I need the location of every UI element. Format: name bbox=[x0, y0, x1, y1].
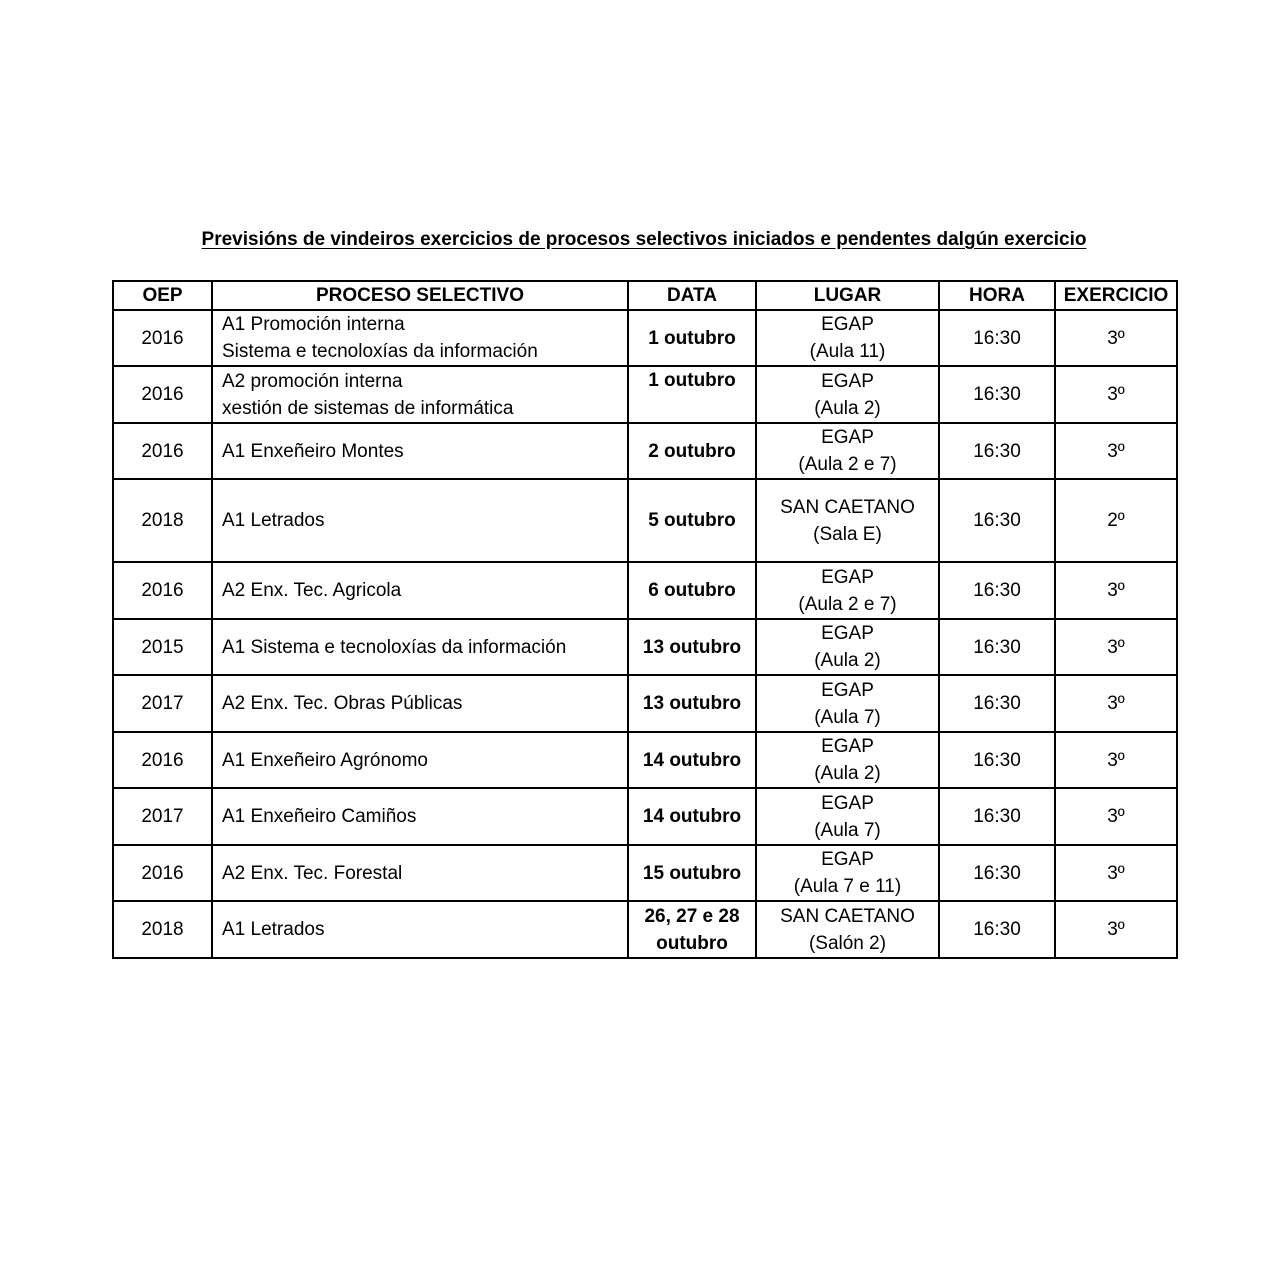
cell-exercicio: 3º bbox=[1055, 845, 1177, 901]
cell-proceso bbox=[212, 788, 628, 845]
cell-lugar-line: (Aula 11) bbox=[809, 341, 886, 362]
cell-proceso bbox=[212, 732, 628, 788]
cell-hora: 16:30 bbox=[939, 366, 1055, 423]
cell-lugar-line: (Aula 2) bbox=[814, 650, 881, 671]
cell-lugar-line: EGAP bbox=[821, 679, 874, 701]
cell-proceso bbox=[212, 366, 628, 423]
table-row bbox=[113, 310, 1177, 366]
cell-hora: 16:30 bbox=[939, 732, 1055, 788]
cell-lugar-line: EGAP bbox=[821, 849, 874, 870]
cell-data bbox=[628, 366, 756, 423]
table-row bbox=[113, 423, 1177, 479]
cell-proceso bbox=[212, 562, 628, 619]
cell-data bbox=[628, 845, 756, 901]
cell-exercicio: 3º bbox=[1055, 366, 1177, 423]
cell-data-line: 15 outubro bbox=[642, 862, 742, 884]
cell-oep: 2017 bbox=[113, 788, 212, 845]
cell-lugar-line: EGAP bbox=[821, 736, 874, 757]
cell-lugar-line: (Aula 2 e 7) bbox=[798, 454, 897, 475]
header-oep: OEP bbox=[113, 281, 212, 310]
cell-lugar bbox=[756, 423, 939, 479]
cell-lugar-line: EGAP bbox=[821, 566, 874, 588]
cell-data bbox=[628, 619, 756, 675]
table-row bbox=[113, 845, 1177, 901]
table-row bbox=[113, 788, 1177, 845]
cell-proceso-line: A1 Enxeñeiro Montes bbox=[222, 440, 404, 462]
cell-data bbox=[628, 310, 756, 366]
cell-data-line: 1 outubro bbox=[648, 370, 736, 391]
cell-hora: 16:30 bbox=[939, 310, 1055, 366]
cell-oep: 2015 bbox=[113, 619, 212, 675]
cell-lugar bbox=[756, 562, 939, 619]
cell-data-line: 2 outubro bbox=[648, 440, 736, 462]
cell-proceso-line: A2 Enx. Tec. Obras Públicas bbox=[222, 693, 463, 714]
cell-oep: 2016 bbox=[113, 366, 212, 423]
table-row bbox=[113, 901, 1177, 958]
table-row bbox=[113, 479, 1177, 562]
cell-data bbox=[628, 788, 756, 845]
header-lugar: LUGAR bbox=[756, 281, 939, 310]
cell-proceso bbox=[212, 845, 628, 901]
table-header-row bbox=[113, 281, 1177, 310]
cell-lugar-line: EGAP bbox=[821, 314, 874, 335]
cell-proceso-line: A2 Enx. Tec. Forestal bbox=[222, 862, 403, 884]
cell-proceso bbox=[212, 423, 628, 479]
cell-data-line: outubro bbox=[656, 932, 728, 954]
cell-data-line: 14 outubro bbox=[642, 749, 742, 771]
cell-hora: 16:30 bbox=[939, 788, 1055, 845]
cell-proceso-line: A1 Promoción interna bbox=[222, 314, 405, 335]
cell-lugar-line: (Sala E) bbox=[813, 523, 882, 545]
cell-oep: 2016 bbox=[113, 562, 212, 619]
cell-proceso-line: A1 Letrados bbox=[222, 919, 325, 940]
cell-data bbox=[628, 732, 756, 788]
cell-proceso-line: A1 Enxeñeiro Camiños bbox=[222, 806, 417, 827]
cell-lugar-line: EGAP bbox=[821, 370, 874, 392]
cell-hora: 16:30 bbox=[939, 845, 1055, 901]
cell-lugar bbox=[756, 675, 939, 732]
cell-lugar-line: (Aula 7 e 11) bbox=[793, 876, 902, 897]
cell-exercicio: 3º bbox=[1055, 619, 1177, 675]
cell-data bbox=[628, 479, 756, 562]
cell-oep: 2016 bbox=[113, 845, 212, 901]
schedule-table bbox=[112, 280, 1178, 959]
cell-data-line: 13 outubro bbox=[642, 636, 742, 658]
cell-oep: 2018 bbox=[113, 901, 212, 958]
cell-data-line: 5 outubro bbox=[648, 510, 736, 531]
cell-lugar-line: SAN CAETANO bbox=[780, 496, 915, 518]
cell-lugar bbox=[756, 901, 939, 958]
cell-oep: 2017 bbox=[113, 675, 212, 732]
cell-lugar bbox=[756, 619, 939, 675]
cell-lugar bbox=[756, 732, 939, 788]
table-body bbox=[113, 310, 1177, 958]
cell-proceso bbox=[212, 310, 628, 366]
cell-lugar-line: (Aula 7) bbox=[814, 819, 881, 841]
cell-proceso-line: A1 Enxeñeiro Agrónomo bbox=[222, 749, 428, 771]
cell-proceso-line: A2 Enx. Tec. Agricola bbox=[222, 580, 402, 601]
cell-lugar-line: (Aula 2 e 7) bbox=[798, 593, 897, 615]
cell-proceso bbox=[212, 479, 628, 562]
cell-data-line: 6 outubro bbox=[648, 580, 736, 601]
cell-proceso-line: Sistema e tecnoloxías da información bbox=[222, 341, 538, 362]
cell-lugar-line: (Aula 2) bbox=[814, 763, 881, 784]
cell-lugar bbox=[756, 845, 939, 901]
cell-lugar-line: EGAP bbox=[821, 623, 874, 644]
header-exercicio: EXERCICIO bbox=[1055, 281, 1177, 310]
cell-oep: 2016 bbox=[113, 310, 212, 366]
cell-hora: 16:30 bbox=[939, 901, 1055, 958]
cell-oep: 2016 bbox=[113, 732, 212, 788]
cell-data-line: 26, 27 e 28 bbox=[644, 905, 740, 927]
cell-exercicio: 3º bbox=[1055, 901, 1177, 958]
cell-exercicio: 3º bbox=[1055, 562, 1177, 619]
cell-proceso-line: A1 Sistema e tecnoloxías da información bbox=[222, 636, 567, 658]
cell-hora: 16:30 bbox=[939, 479, 1055, 562]
cell-lugar-line: EGAP bbox=[821, 427, 874, 448]
cell-exercicio: 3º bbox=[1055, 732, 1177, 788]
cell-proceso bbox=[212, 901, 628, 958]
cell-exercicio: 3º bbox=[1055, 675, 1177, 732]
cell-hora: 16:30 bbox=[939, 562, 1055, 619]
cell-exercicio: 3º bbox=[1055, 423, 1177, 479]
table-row bbox=[113, 675, 1177, 732]
cell-data-line: 13 outubro bbox=[642, 693, 742, 714]
cell-hora: 16:30 bbox=[939, 423, 1055, 479]
cell-lugar-line: EGAP bbox=[821, 792, 874, 814]
cell-hora: 16:30 bbox=[939, 675, 1055, 732]
header-proceso-selectivo: PROCESO SELECTIVO bbox=[212, 281, 628, 310]
cell-data bbox=[628, 423, 756, 479]
document-title: Previsións de vindeiros exercicios de procesos selectivos iniciados e pendentes dalgún exercicio bbox=[201, 229, 1087, 250]
cell-lugar-line: (Aula 2) bbox=[814, 397, 881, 419]
header-data: DATA bbox=[628, 281, 756, 310]
cell-exercicio: 3º bbox=[1055, 788, 1177, 845]
cell-lugar-line: (Salón 2) bbox=[808, 932, 887, 954]
cell-oep: 2016 bbox=[113, 423, 212, 479]
cell-hora: 16:30 bbox=[939, 619, 1055, 675]
cell-proceso-line: xestión de sistemas de informática bbox=[222, 397, 514, 419]
cell-lugar bbox=[756, 788, 939, 845]
cell-lugar bbox=[756, 310, 939, 366]
cell-proceso bbox=[212, 675, 628, 732]
cell-data bbox=[628, 901, 756, 958]
cell-proceso-line: A2 promoción interna bbox=[222, 370, 403, 392]
cell-exercicio: 2º bbox=[1055, 479, 1177, 562]
cell-lugar-line: (Aula 7) bbox=[814, 706, 881, 728]
table-row bbox=[113, 562, 1177, 619]
cell-data-line: 1 outubro bbox=[648, 327, 736, 349]
cell-exercicio: 3º bbox=[1055, 310, 1177, 366]
table-row bbox=[113, 732, 1177, 788]
cell-data bbox=[628, 562, 756, 619]
cell-lugar bbox=[756, 366, 939, 423]
cell-lugar-line: SAN CAETANO bbox=[780, 905, 915, 927]
cell-oep: 2018 bbox=[113, 479, 212, 562]
cell-data-line: 14 outubro bbox=[642, 806, 742, 827]
table-row bbox=[113, 366, 1177, 423]
cell-data bbox=[628, 675, 756, 732]
cell-proceso bbox=[212, 619, 628, 675]
header-hora: HORA bbox=[939, 281, 1055, 310]
table-row bbox=[113, 619, 1177, 675]
cell-lugar bbox=[756, 479, 939, 562]
cell-proceso-line: A1 Letrados bbox=[222, 510, 325, 531]
